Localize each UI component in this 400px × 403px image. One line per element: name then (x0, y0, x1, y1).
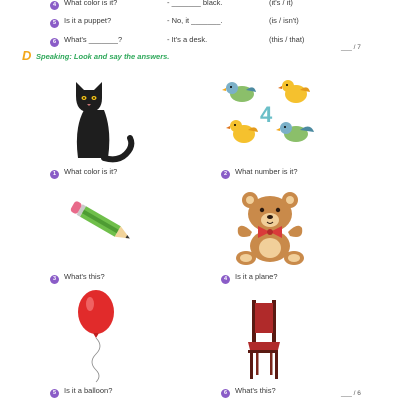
pencil-icon (68, 198, 138, 248)
number-four: 4 (260, 102, 273, 127)
question-text: What's this? (64, 272, 105, 281)
score-top: ___ / 7 (341, 44, 361, 51)
section-title: Speaking: Look and say the answers. (36, 52, 170, 61)
number-badge: 4 (50, 1, 59, 10)
number-badge: 6 (50, 38, 59, 47)
question-text: What color is it? (64, 0, 118, 7)
answer-text: - No, it _______. (167, 16, 223, 25)
question-text: What number is it? (235, 167, 298, 176)
number-badge: 1 (50, 170, 59, 179)
teddy-bear-icon (232, 192, 308, 266)
number-badge: 3 (50, 275, 59, 284)
number-badge: 5 (50, 389, 59, 398)
chair-icon (244, 300, 284, 380)
number-badge: 6 (221, 389, 230, 398)
birds-icon (222, 76, 322, 156)
score-bottom: ___ / 6 (341, 390, 361, 397)
hint-text: (is / isn't) (269, 16, 299, 25)
balloon-icon (74, 290, 120, 382)
hint-text: (this / that) (269, 35, 305, 44)
question-text: Is it a balloon? (64, 386, 113, 395)
question-text: Is it a plane? (235, 272, 278, 281)
question-text: Is it a puppet? (64, 16, 112, 25)
answer-text: - It's a desk. (167, 35, 208, 44)
hint-text: (it's / it) (269, 0, 293, 7)
number-badge: 2 (221, 170, 230, 179)
number-badge: 4 (221, 275, 230, 284)
answer-text: - _______ black. (167, 0, 223, 7)
number-badge: 5 (50, 19, 59, 28)
question-text: What's _______? (64, 35, 123, 44)
section-letter: D (22, 48, 32, 63)
cat-icon (68, 78, 138, 162)
question-text: What color is it? (64, 167, 118, 176)
question-text: What's this? (235, 386, 276, 395)
